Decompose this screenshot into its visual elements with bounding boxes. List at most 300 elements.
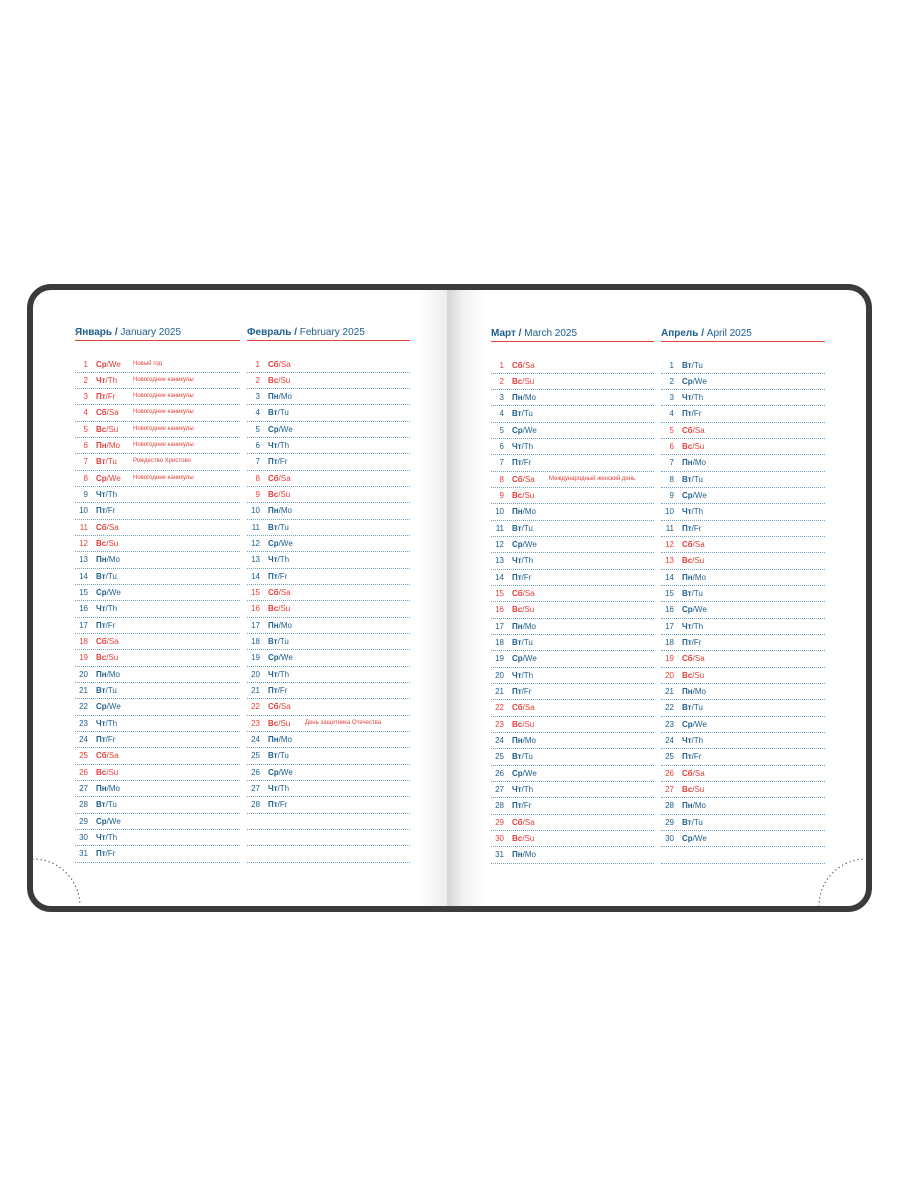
weekday-en: Fr (279, 457, 288, 467)
holiday-note: Новогодние каникулы (133, 425, 194, 432)
day-number: 22 (79, 702, 88, 712)
day-number: 26 (251, 767, 260, 777)
day-row (75, 650, 240, 666)
weekday-separator: / (277, 522, 280, 532)
day-row (75, 781, 240, 797)
weekday-ru: Вт (96, 457, 106, 467)
weekday-ru: Чт (512, 556, 522, 566)
weekday-en: Tu (279, 637, 289, 647)
weekday-en: Mo (280, 735, 292, 745)
weekday-separator: / (522, 834, 525, 844)
day-row (491, 472, 654, 488)
day-number: 23 (79, 718, 88, 728)
weekday-en: Th (279, 669, 290, 679)
day-row (491, 815, 654, 831)
weekday (268, 781, 289, 796)
weekday-ru: Вт (268, 522, 278, 532)
day-number: 7 (83, 457, 88, 467)
weekday-ru: Вс (96, 539, 107, 549)
weekday-ru: Вт (682, 589, 692, 599)
weekday-separator: / (277, 555, 280, 565)
weekday-separator: / (692, 491, 695, 501)
day-number: 29 (495, 817, 504, 827)
weekday-separator: / (278, 702, 281, 712)
day-number: 13 (79, 555, 88, 565)
weekday (96, 536, 118, 551)
weekday-en: Su (694, 556, 705, 566)
weekday-en: Su (524, 834, 535, 844)
day-row (75, 846, 240, 862)
weekday-ru: Ср (512, 654, 523, 664)
weekday-en: Tu (279, 522, 289, 532)
weekday-en: Tu (279, 751, 289, 761)
month-header (491, 326, 654, 342)
day-row (247, 503, 410, 519)
day-row (661, 619, 825, 635)
weekday-en: Tu (693, 589, 703, 599)
weekday (268, 503, 292, 518)
weekday-ru: Вс (512, 719, 523, 729)
day-row (75, 422, 240, 438)
weekday (96, 781, 120, 796)
day-row (75, 765, 240, 781)
weekday-en: Sa (524, 817, 535, 827)
weekday (512, 358, 535, 373)
weekday-en: Th (279, 441, 290, 451)
weekday (512, 847, 536, 862)
day-row (247, 471, 410, 487)
weekday-separator: / (692, 540, 695, 550)
weekday (96, 618, 115, 633)
day-number: 28 (251, 800, 260, 810)
day-row (661, 358, 825, 374)
day-number: 15 (251, 588, 260, 598)
weekday-separator: / (105, 457, 108, 467)
weekday-ru: Пн (268, 392, 279, 402)
day-number: 11 (495, 523, 504, 533)
weekday (512, 782, 533, 797)
weekday-en: Th (523, 670, 534, 680)
weekday-en: Tu (107, 686, 117, 696)
day-number: 2 (669, 376, 674, 386)
weekday (682, 553, 704, 568)
day-number: 20 (251, 669, 260, 679)
day-row (491, 798, 654, 814)
day-row (247, 634, 410, 650)
weekday-separator: / (106, 441, 109, 451)
weekday-separator: / (692, 687, 695, 697)
day-list (247, 357, 410, 863)
day-row (491, 406, 654, 422)
weekday-en: Mo (524, 850, 536, 860)
weekday (268, 797, 287, 812)
weekday (268, 716, 290, 731)
weekday-ru: Вс (512, 376, 523, 386)
day-number: 8 (499, 474, 504, 484)
day-row (247, 732, 410, 748)
day-number: 7 (669, 458, 674, 468)
weekday-ru: Чт (268, 784, 278, 794)
holiday-note: Международный женский день (549, 475, 636, 482)
day-row (491, 749, 654, 765)
weekday (512, 472, 535, 487)
weekday-ru: Ср (96, 588, 107, 598)
day-number: 2 (83, 375, 88, 385)
weekday-ru: Вт (682, 817, 692, 827)
month-header (75, 325, 240, 341)
weekday (512, 749, 533, 764)
weekday (96, 797, 117, 812)
day-row (75, 503, 240, 519)
weekday-ru: Сб (268, 588, 279, 598)
weekday (682, 358, 703, 373)
weekday-separator: / (691, 752, 694, 762)
day-row (661, 374, 825, 390)
weekday-ru: Пн (512, 736, 523, 746)
weekday-en: Mo (108, 441, 120, 451)
day-number: 11 (665, 523, 674, 533)
spine-shadow-left (418, 290, 447, 906)
weekday-ru: Вс (96, 424, 107, 434)
weekday-separator: / (106, 702, 109, 712)
weekday-separator: / (691, 621, 694, 631)
weekday (682, 700, 703, 715)
weekday (512, 668, 533, 683)
day-row (247, 585, 410, 601)
weekday-en: Mo (524, 621, 536, 631)
day-row (247, 454, 410, 470)
day-row (491, 586, 654, 602)
day-row (661, 488, 825, 504)
month-header (661, 326, 825, 342)
weekday-separator: / (278, 424, 281, 434)
day-number: 1 (669, 360, 674, 370)
weekday-en: Fr (523, 687, 532, 697)
weekday-separator: / (521, 442, 524, 452)
day-row (661, 684, 825, 700)
weekday-en: We (108, 473, 121, 483)
weekday-separator: / (105, 375, 108, 385)
weekday (512, 717, 534, 732)
spine-shadow-right (447, 290, 485, 906)
weekday-ru: Сб (512, 703, 523, 713)
weekday-en: We (524, 540, 537, 550)
weekday-en: Th (693, 621, 704, 631)
weekday-en: Fr (107, 849, 116, 859)
day-number: 23 (665, 719, 674, 729)
weekday (512, 815, 535, 830)
weekday (96, 487, 117, 502)
weekday-ru: Пт (268, 800, 278, 810)
day-number: 31 (79, 849, 88, 859)
weekday (682, 733, 703, 748)
weekday-ru: Сб (96, 522, 107, 532)
day-number: 29 (79, 816, 88, 826)
weekday (512, 570, 531, 585)
weekday-en: Th (107, 375, 118, 385)
weekday (268, 601, 290, 616)
weekday (96, 422, 118, 437)
weekday-ru: Пт (682, 523, 692, 533)
weekday-en: Mo (524, 507, 536, 517)
weekday-ru: Сб (512, 817, 523, 827)
day-number: 8 (255, 473, 260, 483)
weekday-separator: / (692, 785, 695, 795)
weekday-en: Su (694, 442, 705, 452)
weekday (682, 570, 706, 585)
weekday-ru: Чт (512, 442, 522, 452)
weekday-separator: / (692, 458, 695, 468)
day-number: 6 (83, 441, 88, 451)
weekday-separator: / (691, 589, 694, 599)
weekday-ru: Чт (682, 507, 692, 517)
weekday-separator: / (521, 801, 524, 811)
weekday (512, 406, 533, 421)
weekday-separator: / (106, 424, 109, 434)
day-number: 9 (83, 490, 88, 500)
weekday-ru: Пн (96, 555, 107, 565)
weekday (96, 699, 121, 714)
weekday-ru: Пт (512, 572, 522, 582)
weekday-ru: Вс (512, 834, 523, 844)
day-number: 21 (495, 687, 504, 697)
day-number: 25 (251, 751, 260, 761)
weekday-separator: / (105, 620, 108, 630)
day-row (491, 374, 654, 390)
weekday-ru: Сб (96, 408, 107, 418)
day-list (75, 357, 240, 863)
weekday-separator: / (105, 735, 108, 745)
weekday-en: Su (108, 653, 119, 663)
day-row (247, 748, 410, 764)
day-number: 28 (665, 801, 674, 811)
weekday-ru: Чт (96, 833, 106, 843)
weekday (268, 683, 287, 698)
day-number: 30 (495, 834, 504, 844)
weekday (268, 618, 292, 633)
weekday-ru: Вс (682, 670, 693, 680)
day-number: 3 (669, 393, 674, 403)
day-row (491, 847, 654, 863)
day-number: 12 (495, 540, 504, 550)
day-number: 2 (499, 376, 504, 386)
holiday-note: Рождество Христово (133, 458, 191, 465)
weekday-en: Tu (693, 703, 703, 713)
day-number: 21 (665, 687, 674, 697)
weekday-ru: Чт (268, 441, 278, 451)
weekday-separator: / (105, 490, 108, 500)
weekday-separator: / (105, 686, 108, 696)
weekday-ru: Чт (682, 736, 692, 746)
weekday-ru: Ср (96, 473, 107, 483)
day-number: 18 (79, 637, 88, 647)
day-row (75, 601, 240, 617)
weekday-en: Su (108, 539, 119, 549)
weekday-separator: / (106, 473, 109, 483)
weekday (512, 504, 536, 519)
day-row (75, 683, 240, 699)
weekday-ru: Чт (268, 555, 278, 565)
weekday-separator: / (521, 556, 524, 566)
weekday-separator: / (106, 767, 109, 777)
weekday-separator: / (692, 768, 695, 778)
weekday-ru: Пт (682, 409, 692, 419)
weekday-separator: / (521, 785, 524, 795)
day-number: 2 (255, 375, 260, 385)
day-row (247, 667, 410, 683)
weekday (96, 405, 119, 420)
day-number: 1 (83, 359, 88, 369)
day-number: 18 (495, 638, 504, 648)
weekday-ru: Вт (512, 638, 522, 648)
weekday-separator: / (522, 360, 525, 370)
month-separator: / (112, 327, 121, 338)
weekday-en: Fr (523, 572, 532, 582)
weekday-separator: / (105, 833, 108, 843)
day-number: 27 (665, 785, 674, 795)
weekday-separator: / (106, 555, 109, 565)
weekday-en: Su (280, 490, 291, 500)
weekday (96, 454, 117, 469)
day-number: 13 (495, 556, 504, 566)
weekday (268, 536, 293, 551)
weekday (96, 830, 117, 845)
weekday (96, 520, 119, 535)
weekday-ru: Пт (268, 686, 278, 696)
day-row (491, 782, 654, 798)
weekday (96, 389, 115, 404)
day-number: 13 (251, 555, 260, 565)
weekday-en: Tu (523, 523, 533, 533)
weekday-ru: Вт (512, 409, 522, 419)
weekday-en: Fr (523, 801, 532, 811)
day-number: 27 (79, 784, 88, 794)
weekday-separator: / (278, 620, 281, 630)
day-number: 16 (665, 605, 674, 615)
day-number: 16 (251, 604, 260, 614)
day-number: 5 (499, 425, 504, 435)
day-row (661, 717, 825, 733)
weekday-ru: Вт (96, 800, 106, 810)
weekday (268, 438, 289, 453)
day-number: 4 (83, 408, 88, 418)
weekday-separator: / (692, 834, 695, 844)
month-column-april (661, 326, 825, 864)
day-number: 24 (665, 736, 674, 746)
day-number: 26 (79, 767, 88, 777)
day-row (661, 798, 825, 814)
weekday (96, 438, 120, 453)
weekday-separator: / (691, 474, 694, 484)
day-row (247, 405, 410, 421)
weekday-ru: Чт (96, 375, 106, 385)
day-row (661, 700, 825, 716)
day-number: 6 (669, 442, 674, 452)
day-number: 30 (665, 834, 674, 844)
weekday-separator: / (521, 523, 524, 533)
weekday-ru: Пн (682, 458, 693, 468)
day-row (661, 651, 825, 667)
day-number: 16 (495, 605, 504, 615)
weekday-separator: / (278, 767, 281, 777)
day-row (491, 570, 654, 586)
weekday-ru: Пн (682, 801, 693, 811)
weekday-en: Tu (523, 752, 533, 762)
weekday (268, 454, 287, 469)
weekday-en: Th (107, 718, 118, 728)
weekday-en: Th (107, 604, 118, 614)
weekday-ru: Вт (268, 637, 278, 647)
weekday-en: Fr (693, 523, 702, 533)
weekday-separator: / (691, 409, 694, 419)
weekday-ru: Сб (268, 702, 279, 712)
weekday (96, 503, 115, 518)
day-number: 19 (251, 653, 260, 663)
day-number: 3 (255, 392, 260, 402)
day-row (661, 455, 825, 471)
month-header (247, 325, 410, 341)
month-name-ru: Февраль (247, 327, 292, 338)
day-number: 1 (499, 360, 504, 370)
weekday (268, 357, 291, 372)
weekday-en: Sa (524, 474, 535, 484)
day-number: 29 (665, 817, 674, 827)
holiday-note: Новый год (133, 360, 162, 367)
day-row (491, 423, 654, 439)
day-number: 14 (251, 571, 260, 581)
weekday-separator: / (106, 751, 109, 761)
weekday-ru: Вс (268, 718, 279, 728)
day-row (661, 504, 825, 520)
weekday (512, 619, 536, 634)
weekday-en: We (280, 653, 293, 663)
weekday-ru: Ср (682, 719, 693, 729)
day-row (247, 781, 410, 797)
weekday (682, 651, 705, 666)
day-number: 28 (495, 801, 504, 811)
day-row (661, 749, 825, 765)
weekday-separator: / (521, 638, 524, 648)
weekday-ru: Пт (682, 638, 692, 648)
weekday-ru: Чт (268, 669, 278, 679)
weekday-ru: Сб (96, 637, 107, 647)
day-number: 14 (665, 572, 674, 582)
weekday-en: Sa (280, 359, 291, 369)
weekday (96, 683, 117, 698)
weekday (96, 601, 117, 616)
weekday-en: We (280, 539, 293, 549)
weekday-separator: / (106, 522, 109, 532)
weekday-en: Tu (107, 800, 117, 810)
day-row (75, 373, 240, 389)
day-row (661, 635, 825, 651)
weekday-en: Mo (280, 506, 292, 516)
day-row (75, 357, 240, 373)
day-number: 22 (665, 703, 674, 713)
day-row (75, 797, 240, 813)
weekday (512, 700, 535, 715)
weekday (682, 766, 705, 781)
weekday-ru: Ср (268, 653, 279, 663)
weekday-en: Th (693, 393, 704, 403)
day-number: 26 (495, 768, 504, 778)
day-row (247, 716, 410, 732)
day-number: 6 (499, 442, 504, 452)
day-number: 31 (495, 850, 504, 860)
weekday-separator: / (106, 653, 109, 663)
weekday (512, 684, 531, 699)
weekday-ru: Вт (96, 571, 106, 581)
